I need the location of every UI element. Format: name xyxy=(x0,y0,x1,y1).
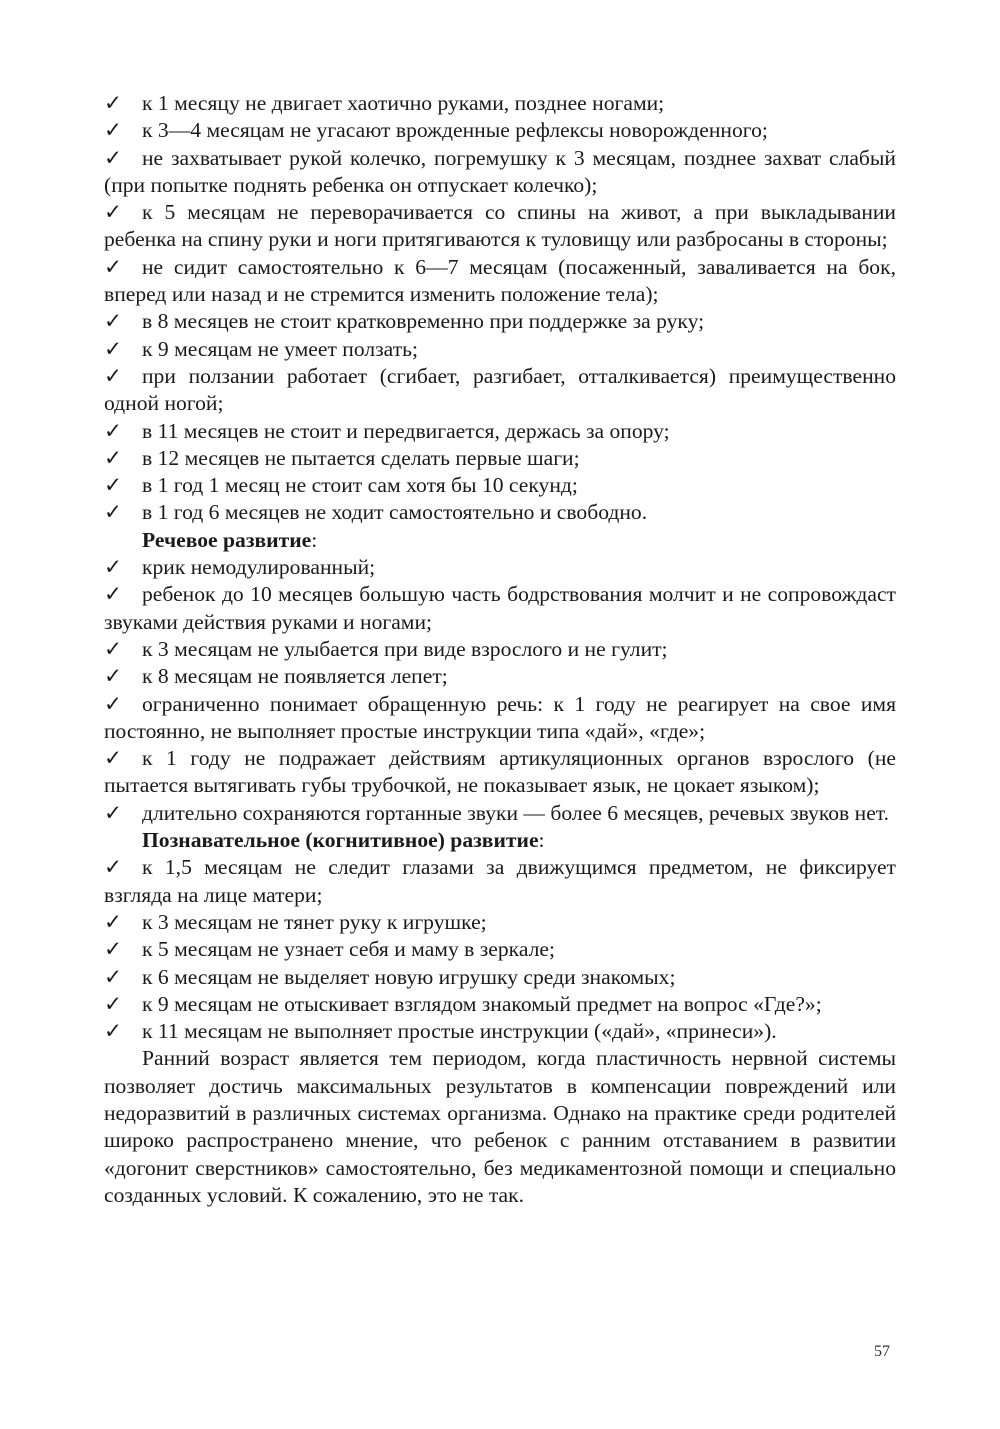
page-body xyxy=(104,90,896,1209)
checkmark-icon: ✓ xyxy=(104,746,123,771)
list-item xyxy=(104,363,896,418)
cognitive-list xyxy=(104,854,896,1045)
list-item xyxy=(104,554,896,581)
list-item-text: длительно сохраняются гортанные звуки — более 6 месяцев, речевых звуков нет. xyxy=(142,800,890,825)
list-item-text: не сидит самостоятельно к 6—7 месяцам (посаженный, заваливается на бок, вперед или назад и не стремится изменить положение тела); xyxy=(104,254,896,307)
checkmark-icon: ✓ xyxy=(104,691,123,716)
list-item xyxy=(104,499,896,526)
list-item xyxy=(104,90,896,117)
section-heading-speech: Речевое развитие: xyxy=(142,527,318,552)
checkmark-icon: ✓ xyxy=(104,363,123,388)
list-item xyxy=(104,691,896,746)
list-item-text: к 9 месяцам не умеет ползать; xyxy=(142,336,418,361)
list-item-text: к 8 месяцам не появляется лепет; xyxy=(142,664,448,689)
list-item xyxy=(104,472,896,499)
list-item xyxy=(104,936,896,963)
checkmark-icon: ✓ xyxy=(104,200,123,225)
page-number: 57 xyxy=(874,1343,890,1360)
list-item-text: в 1 год 1 месяц не стоит сам хотя бы 10 секунд; xyxy=(142,473,578,498)
checkmark-icon: ✓ xyxy=(104,800,123,825)
list-item xyxy=(104,854,896,909)
list-item-text: ограниченно понимает обращенную речь: к 1 году не реагирует на свое имя постоянно, не выполняет простые инструкции типа «дай», «где»; xyxy=(104,691,896,743)
checkmark-icon: ✓ xyxy=(104,1019,123,1044)
list-item xyxy=(104,636,896,663)
checkmark-icon: ✓ xyxy=(104,91,123,115)
checkmark-icon: ✓ xyxy=(104,855,123,880)
list-item-text: к 1,5 месяцам не следит глазами за движущимся предметом, не фиксирует взгляда на лице матери; xyxy=(104,855,896,907)
checkmark-icon: ✓ xyxy=(104,254,123,279)
list-item-text: в 12 месяцев не пытается сделать первые шаги; xyxy=(142,445,580,470)
list-item-text: к 3 месяцам не тянет руку к игрушке; xyxy=(142,909,487,934)
checkmark-icon: ✓ xyxy=(104,309,123,334)
list-item-text: к 3 месяцам не улыбается при виде взрослого и не гулит; xyxy=(142,636,668,661)
list-item xyxy=(104,581,896,636)
list-item-text: к 6 месяцам не выделяет новую игрушку среди знакомых; xyxy=(142,964,676,989)
list-item xyxy=(104,991,896,1018)
checkmark-icon: ✓ xyxy=(104,909,123,934)
list-item-text: к 1 году не подражает действиям артикуляционных органов взрослого (не пытается вытягивать губы трубочкой, не показывает язык, не цокает языком); xyxy=(104,746,896,798)
checkmark-icon: ✓ xyxy=(104,964,123,989)
speech-list xyxy=(104,554,896,827)
list-item-text: не захватывает рукой колечко, погремушку к 3 месяцам, позднее захват слабый (при попытке поднять ребенка он отпускает колечко); xyxy=(104,145,896,197)
list-item xyxy=(104,445,896,472)
list-item-text: к 3—4 месяцам не угасают врожденные рефлексы новорожденного; xyxy=(142,118,768,143)
list-item xyxy=(104,145,896,200)
checkmark-icon: ✓ xyxy=(104,418,123,443)
list-item xyxy=(104,909,896,936)
list-item-text: к 9 месяцам не отыскивает взглядом знакомый предмет на вопрос «Где?»; xyxy=(142,991,822,1016)
checkmark-icon: ✓ xyxy=(104,118,123,143)
checkmark-icon: ✓ xyxy=(104,664,123,689)
list-item xyxy=(104,308,896,335)
checkmark-icon: ✓ xyxy=(104,145,123,170)
list-item-text: в 8 месяцев не стоит кратковременно при поддержке за руку; xyxy=(142,309,705,334)
checkmark-icon: ✓ xyxy=(104,582,123,607)
list-item xyxy=(104,745,896,800)
section-heading-cognitive: Познавательное (когнитивное) развитие: xyxy=(142,828,545,853)
list-item xyxy=(104,254,896,309)
list-item xyxy=(104,418,896,445)
list-item xyxy=(104,663,896,690)
list-item-text: крик немодулированный; xyxy=(142,555,376,580)
list-item-text: ребенок до 10 месяцев большую часть бодрствования молчит и не сопровождаст звуками действия руками и ногами; xyxy=(104,582,896,634)
list-item xyxy=(104,1018,896,1045)
list-item-text: к 5 месяцам не узнает себя и маму в зеркале; xyxy=(142,937,555,962)
list-item-text: в 1 год 6 месяцев не ходит самостоятельно и свободно. xyxy=(142,500,648,525)
checkmark-icon: ✓ xyxy=(104,500,123,525)
checkmark-icon: ✓ xyxy=(104,636,123,661)
list-item-text: при ползании работает (сгибает, разгибает, отталкивается) преимущественно одной ногой; xyxy=(104,363,896,416)
checkmark-icon: ✓ xyxy=(104,555,123,580)
list-item-text: к 11 месяцам не выполняет простые инструкции («дай», «принеси»). xyxy=(142,1019,777,1044)
list-item-text: в 11 месяцев не стоит и передвигается, держась за опору; xyxy=(142,418,670,443)
checkmark-icon: ✓ xyxy=(104,991,123,1016)
checkmark-icon: ✓ xyxy=(104,937,123,962)
motor-list xyxy=(104,90,896,527)
checkmark-icon: ✓ xyxy=(104,336,123,361)
heading-text: Познавательное (когнитивное) развитие xyxy=(142,828,539,853)
heading-text: Речевое развитие xyxy=(142,527,312,552)
list-item-text: к 5 месяцам не переворачивается со спины на живот, а при выкладывании ребенка на спину руки и ноги притягиваются к туловищу или разбросаны в стороны; xyxy=(104,200,896,252)
list-item xyxy=(104,199,896,254)
list-item xyxy=(104,336,896,363)
checkmark-icon: ✓ xyxy=(104,473,123,498)
list-item xyxy=(104,117,896,144)
closing-paragraph: Ранний возраст является тем периодом, когда пластичность нервной системы позволяет достичь максимальных результатов в компенсации повреждений или недоразвитий в различных системах организма. Однако на практике среди родителей широко распространено мнение, что ребенок с ранним отставанием в развитии «догонит сверстников» самостоятельно, без медикаментозной помощи и специально созданных условий. К сожалению, это не так. xyxy=(104,1046,896,1207)
list-item xyxy=(104,800,896,827)
checkmark-icon: ✓ xyxy=(104,445,123,470)
list-item xyxy=(104,964,896,991)
list-item-text: к 1 месяцу не двигает хаотично руками, позднее ногами; xyxy=(142,91,665,115)
